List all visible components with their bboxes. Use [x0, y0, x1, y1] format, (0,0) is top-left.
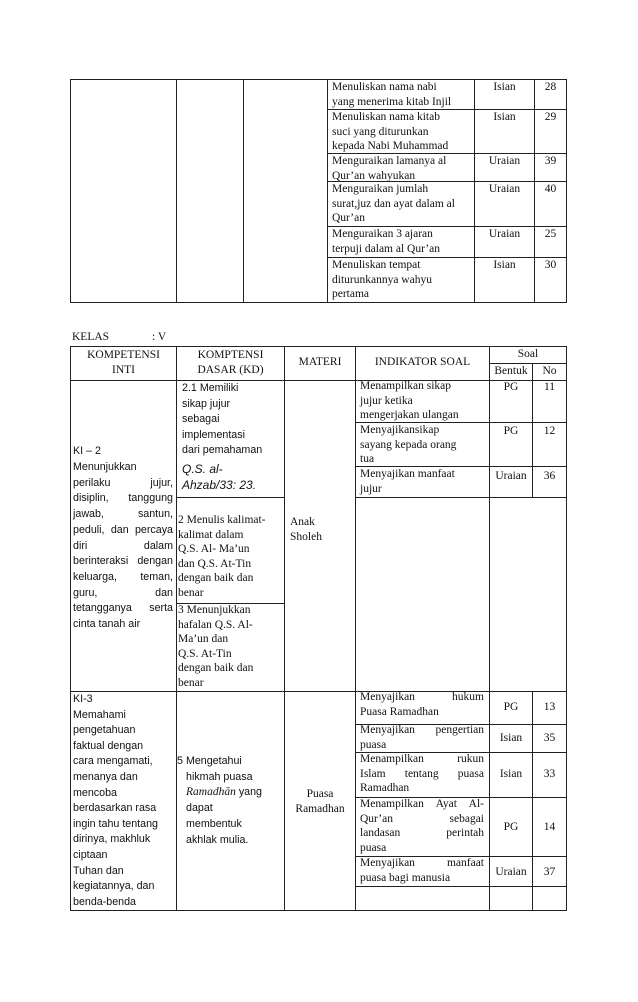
top-no-5: 25 — [544, 228, 557, 240]
ki3-line: mencoba — [73, 786, 117, 799]
s2-no-1: 13 — [543, 701, 556, 713]
kd-2-1-line: sebagai — [182, 413, 220, 426]
kd-3-5-line: dapat — [186, 802, 213, 815]
top-indikator-1: Menuliskan nama nabi yang menerima kitab Injil — [332, 81, 452, 108]
s2-indikator-4-line: landasan perintah — [360, 827, 484, 840]
kd-3-5-line: akhlak mulia. — [186, 833, 249, 846]
kd-3-5-after: yang — [235, 786, 262, 799]
s2-bentuk-1: PG — [503, 701, 519, 713]
top-bentuk-4: Uraian — [488, 183, 521, 195]
ki3-line: dirinya, makhluk — [73, 833, 151, 846]
kelas-value: : V — [152, 331, 167, 343]
ki3-line: ciptaan — [73, 848, 108, 861]
ki3-line: berdasarkan rasa — [73, 802, 157, 815]
top-bentuk-1: Isian — [493, 81, 516, 93]
materi-puasa-ramadhan: Puasa Ramadhan — [295, 788, 345, 815]
kd-2-3: 3 Menunjukkan hafalan Q.S. Al- Ma’un dan Q.S. At-Tin dengan baik dan benar — [178, 604, 254, 689]
s2-bentuk-5: Uraian — [495, 866, 527, 878]
kd-3-5-line: hikmah puasa — [186, 770, 253, 783]
kd-3-5-line — [177, 754, 283, 770]
s2-indikator-5-line: Menyajikan manfaat — [360, 857, 484, 869]
s2-indikator-4-line: Qur’an sebagai — [360, 812, 484, 825]
kd-2-1 — [182, 381, 282, 459]
header-materi: MATERI — [298, 356, 342, 368]
s1-indikator-2: Menyajikansikap sayang kepada orang tua — [360, 424, 457, 466]
top-bentuk-6: Isian — [493, 259, 516, 271]
ki3-line: benda-benda — [73, 895, 136, 908]
top-indikator-5: Menguraikan 3 ajaran terpuji dalam al Qur’an — [332, 228, 441, 255]
materi-anak-sholeh: Anak Sholeh — [290, 516, 322, 543]
s2-indikator-3-line: Islam tentang puasa — [360, 767, 484, 780]
s1-indikator-1: Menampilkan sikap jujur ketika mengerjakan ulangan — [360, 380, 459, 422]
ki3-line: Memahami — [73, 708, 126, 721]
header-bentuk: Bentuk — [494, 365, 528, 377]
s2-indikator-2-line: puasa — [360, 738, 387, 751]
kelas-label: KELAS — [72, 331, 110, 343]
s2-indikator-4 — [360, 797, 484, 855]
kd-2-1-line: 2.1 Memiliki — [182, 382, 239, 394]
kd-2-1-ref: Q.S. al- Ahzab/33: 23. — [182, 462, 257, 492]
s1-indikator-3: Menyajikan manfaat jujur — [360, 468, 455, 495]
s2-indikator-4-line: Menampilkan Ayat Al- — [360, 798, 484, 810]
s2-no-2: 35 — [543, 732, 556, 744]
s2-indikator-5 — [360, 856, 484, 885]
kd-3-5-line-text: Mengetahui — [185, 755, 242, 767]
s2-no-5: 37 — [543, 866, 556, 878]
header-indikator-soal: INDIKATOR SOAL — [374, 356, 471, 368]
kd-2-1-line: implementasi — [182, 428, 245, 441]
kd-3-5-line: membentuk — [186, 817, 242, 830]
top-no-1: 28 — [544, 81, 557, 93]
s2-no-4: 14 — [543, 821, 556, 833]
s2-indikator-1-line: Menyajikan hukum — [360, 691, 484, 703]
s1-no-1: 11 — [543, 381, 556, 393]
s1-no-2: 12 — [543, 425, 556, 437]
s2-indikator-3 — [360, 752, 484, 796]
ki3-line: cara mengamati, — [73, 755, 153, 768]
s2-bentuk-4: PG — [503, 821, 519, 833]
kd-3-5 — [177, 754, 283, 848]
top-indikator-3: Menguraikan lamanya al Qur’an wahyukan — [332, 155, 447, 182]
ki3-line: pengetahuan — [73, 724, 136, 737]
ki2-text: Menunjukkan perilaku jujur, disiplin, tanggung jawab, santun, peduli, dan percaya diri dalam berinteraksi dengan keluarga, teman, guru, dan tetangganya serta cinta tanah air — [73, 461, 173, 631]
header-kompetensi-inti: KOMPETENSI INTI — [87, 349, 160, 376]
s2-indikator-3-line: Menampilkan rukun — [360, 753, 484, 765]
s2-indikator-1 — [360, 690, 484, 719]
ki3-text — [73, 692, 175, 910]
ki3-line: faktual dengan — [73, 739, 144, 752]
top-indikator-6: Menuliskan tempat diturunkannya wahyu pertama — [332, 259, 432, 301]
ki3-line: menanya dan — [73, 770, 138, 783]
ki3-line: KI-3 — [73, 693, 93, 705]
s1-no-3: 36 — [543, 470, 556, 482]
ki2-title: KI – 2 — [73, 445, 101, 457]
kd-2-2: 2 Menulis kalimat- kalimat dalam Q.S. Al- Ma’un dan Q.S. At-Tin dengan baik dan benar — [178, 514, 266, 599]
s1-bentuk-1: PG — [503, 381, 519, 393]
s2-no-3: 33 — [543, 768, 556, 780]
top-no-2: 29 — [544, 111, 557, 123]
kd-3-5-ramadhan: Ramadhān — [186, 786, 236, 799]
header-kompetensi-dasar: KOMPTENSI DASAR (KD) — [197, 349, 264, 376]
s1-bentuk-3: Uraian — [495, 470, 527, 482]
s2-bentuk-3: Isian — [499, 768, 523, 780]
s2-indikator-5-line: puasa bagi manusia — [360, 871, 451, 884]
s2-indikator-1-line: Puasa Ramadhan — [360, 705, 439, 718]
ki3-line: Tuhan dan — [73, 864, 124, 877]
top-bentuk-2: Isian — [493, 111, 516, 123]
kd-3-5-line — [177, 785, 283, 801]
s2-indikator-3-line: Ramadhan — [360, 782, 410, 795]
kd-2-1-line: dari pemahaman — [182, 444, 263, 457]
top-indikator-4: Menguraikan jumlah surat,juz dan ayat dalam al Qur’an — [332, 183, 455, 225]
top-bentuk-5: Uraian — [488, 228, 521, 240]
top-no-4: 40 — [544, 183, 557, 195]
ki3-line: ingin tahu tentang — [73, 817, 158, 830]
header-no: No — [542, 365, 557, 377]
top-bentuk-3: Uraian — [488, 155, 521, 167]
top-no-6: 30 — [544, 259, 557, 271]
top-no-3: 39 — [544, 155, 557, 167]
header-soal: Soal — [517, 348, 539, 360]
s2-bentuk-2: Isian — [499, 732, 523, 744]
kd-2-1-line: sikap jujur — [182, 397, 231, 410]
s1-bentuk-2: PG — [503, 425, 519, 437]
s2-indikator-2 — [360, 723, 484, 752]
top-indikator-2: Menuliskan nama kitab suci yang diturunkan kepada Nabi Muhammad — [332, 111, 449, 153]
s2-indikator-4-line: puasa — [360, 841, 387, 854]
s2-indikator-2-line: Menyajikan pengertian — [360, 724, 484, 736]
ki3-line: kegiatannya, dan — [73, 880, 155, 893]
kd-3-5-number: 5 — [177, 755, 183, 767]
